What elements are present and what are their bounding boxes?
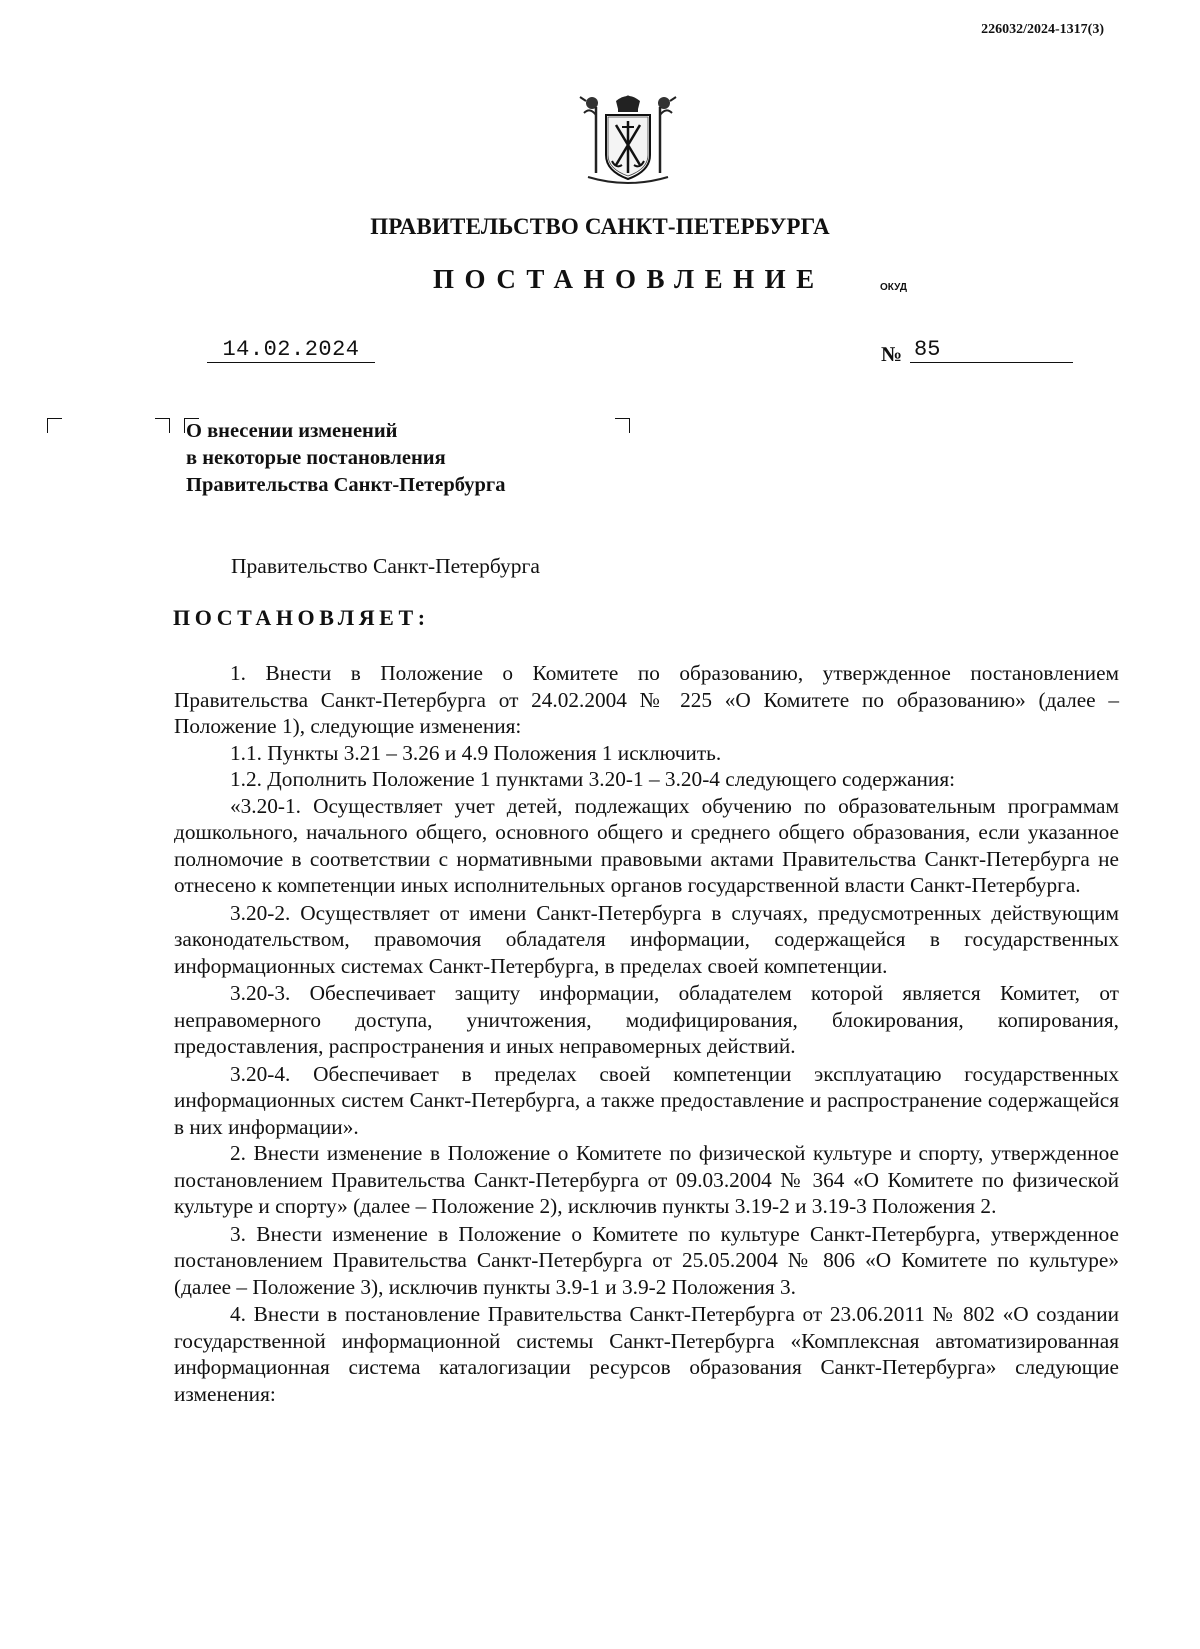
paragraph: «3.20-1. Осуществляет учет детей, подлежащих обучению по образовательным программам дошкольного, начального общего, основного общего и среднего общего образования, если указанное полномочие в соответствии с нормативными правовыми актами Правительства Санкт-Петербурга не отнесено к компетенции иных исполнительных органов государственной власти Санкт-Петербурга. (174, 793, 1119, 897)
subject-line: в некоторые постановления (186, 447, 446, 469)
document-date: 14.02.2024 (222, 337, 360, 362)
document-date-field (207, 337, 375, 363)
paragraph: 3.20-4. Обеспечивает в пределах своей компетенции эксплуатацию государственных информационных систем Санкт-Петербурга, а также предоставление и распространение содержащейся в них информации». (174, 1061, 1119, 1139)
paragraph: 2. Внести изменение в Положение о Комитете по физической культуре и спорту, утвержденное постановлением Правительства Санкт-Петербурга от 09.03.2004 № 364 «О Комитете по физической культуре и спорту» (далее – Положение 2), исключив пункты 3.19-2 и 3.19-3 Положения 2. (174, 1141, 1119, 1218)
corner-mark (47, 418, 62, 433)
subject-line: Правительства Санкт-Петербурга (186, 474, 506, 496)
document-id: 226032/2024-1317(3) (981, 22, 1104, 37)
document-body (174, 660, 1119, 1407)
paragraph: 4. Внести в постановление Правительства Санкт-Петербурга от 23.06.2011 № 802 «О создании государственной информационной системы Санкт-Петербурга «Комплексная автоматизированная информационная система каталогизации ресурсов образования Санкт-Петербурга» следующие изменения: (174, 1302, 1119, 1406)
corner-mark (155, 418, 170, 433)
issuer: Правительство Санкт-Петербурга (231, 554, 540, 578)
decree-heading: ПОСТАНОВЛЯЕТ: (173, 605, 430, 630)
paragraph: 3. Внести изменение в Положение о Комитете по культуре Санкт-Петербурга, утвержденное постановлением Правительства Санкт-Петербурга от 25.05.2004 № 806 «О Комитете по культуре» (далее – Положение 3), исключив пункты 3.9-1 и 3.9-2 Положения 3. (174, 1221, 1119, 1299)
corner-mark (615, 418, 630, 433)
okud-label: ОКУД (880, 282, 907, 293)
paragraph: 1.1. Пункты 3.21 – 3.26 и 4.9 Положения 1 исключить. (230, 740, 722, 765)
paragraph: 3.20-3. Обеспечивает защиту информации, обладателем которой является Комитет, от неправомерного доступа, уничтожения, модифицирования, блокирования, копирования, предоставления, распространения и иных неправомерных действий. (174, 981, 1119, 1058)
paragraph: 1. Внести в Положение о Комитете по образованию, утвержденное постановлением Правительства Санкт-Петербурга от 24.02.2004 № 225 «О Комитете по образованию» (далее – Положение 1), следующие изменения: (174, 661, 1119, 738)
document-subject (186, 418, 505, 499)
document-number-field (910, 337, 1073, 363)
coat-of-arms-icon (578, 93, 678, 189)
document-number: 85 (914, 337, 941, 362)
number-sign: № (881, 342, 903, 366)
paragraph: 3.20-2. Осуществляет от имени Санкт-Петербурга в случаях, предусмотренных действующим законодательством, правомочия обладателя информации, содержащейся в государственных информационных системах Санкт-Петербурга, в пределах своей компетенции. (174, 900, 1119, 978)
document-type: ПОСТАНОВЛЕНИЕ (433, 264, 825, 294)
subject-line: О внесении изменений (186, 420, 398, 442)
government-title: ПРАВИТЕЛЬСТВО САНКТ-ПЕТЕРБУРГА (370, 214, 830, 239)
paragraph: 1.2. Дополнить Положение 1 пунктами 3.20-1 – 3.20-4 следующего содержания: (230, 767, 956, 791)
